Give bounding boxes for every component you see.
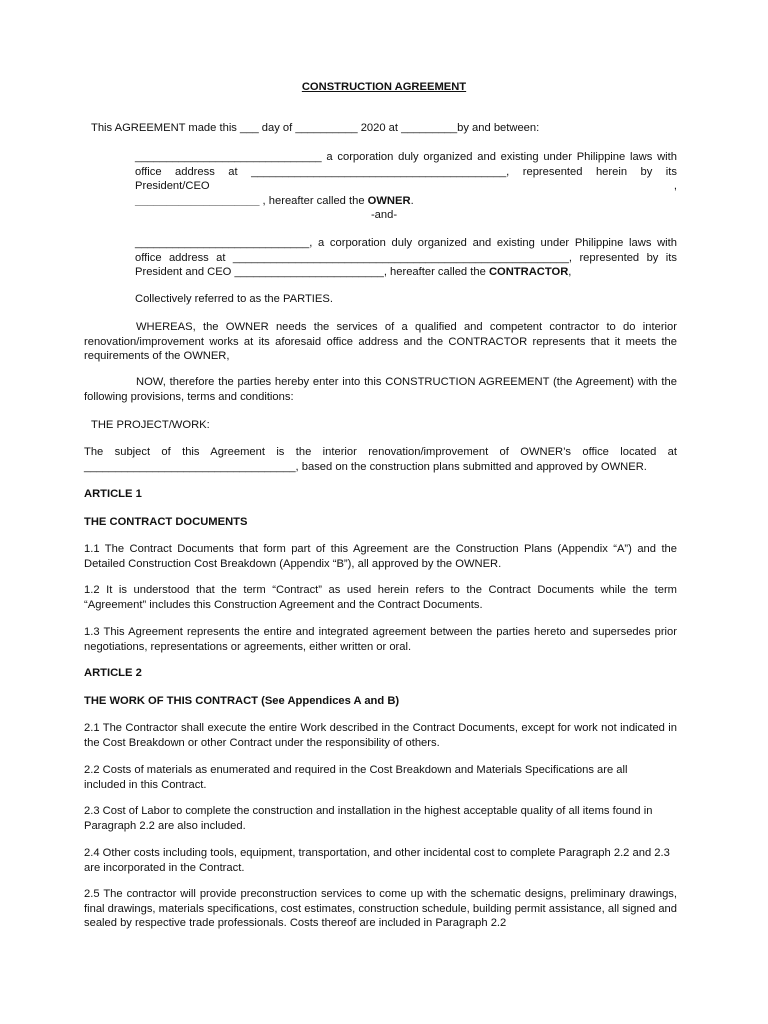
whereas-text: WHEREAS, the OWNER needs the services of a qualified and competent contractor to do interior renovation/improvement works at its aforesaid office address and the CONTRACTOR represents that it meets the requirements of the OWNER, <box>84 321 677 363</box>
project-heading: THE PROJECT/WORK: <box>91 419 210 431</box>
clause-2-4-line-2: are incorporated in the Contract. <box>84 861 245 874</box>
contractor-line-2: office address at ______________________________________________________, represented by its <box>135 251 677 264</box>
contractor-line-3-start: President and CEO ________________________, hereafter called the <box>135 266 489 279</box>
project-paragraph: The subject of this Agreement is the interior renovation/improvement of OWNER’s office located at __________________________________, based on the construction plans submitted and approved by OWNER. <box>84 446 677 473</box>
article-2-label: ARTICLE 2 <box>84 667 142 679</box>
owner-line-2: office address at _________________________________________, represented herein by its President/CEO , <box>135 165 677 193</box>
contractor-line-3-end: , <box>568 266 572 279</box>
owner-party-paragraph <box>135 150 677 208</box>
contractor-role: CONTRACTOR <box>488 266 569 279</box>
clause-2-2-line-1: 2.2 Costs of materials as enumerated and required in the Cost Breakdown and Materials Specifications are all <box>84 764 628 776</box>
clause-2-5: 2.5 The contractor will provide preconstruction services to come up with the schematic designs, preliminary drawings, final drawings, materials specifications, cost estimates, construction schedule, building permit assistance, all signed and sealed by respective trade professionals. Costs thereof are included in Paragraph 2.2 <box>84 888 677 930</box>
clause-2-3-line-1: 2.3 Cost of Labor to complete the construction and installation in the highest acceptable quality of all items found in <box>84 805 653 817</box>
intro-paragraph: This AGREEMENT made this ___ day of __________ 2020 at _________by and between: <box>91 122 540 134</box>
owner-line-3-end: . <box>410 194 414 207</box>
article-1-heading: THE CONTRACT DOCUMENTS <box>84 516 248 528</box>
owner-ceo-blank: ____________________ <box>135 194 260 207</box>
clause-2-3-line-2: Paragraph 2.2 are also included. <box>84 819 246 832</box>
contractor-line-1: ____________________________, a corporation duly organized and existing under Philippine laws with <box>135 237 677 249</box>
clause-2-2-line-2: included in this Contract. <box>84 778 207 791</box>
clause-2-4 <box>84 846 677 875</box>
clause-2-1: 2.1 The Contractor shall execute the entire Work described in the Contract Documents, except for work not indicated in the Cost Breakdown or other Contract under the responsibility of others. <box>84 722 677 749</box>
clause-1-3: 1.3 This Agreement represents the entire and integrated agreement between the parties hereto and supersedes prior negotiations, representations or agreements, either written or oral. <box>84 626 677 653</box>
clause-1-2: 1.2 It is understood that the term “Contract” as used herein refers to the Contract Documents while the term “Agreement” includes this Construction Agreement and the Contract Documents. <box>84 584 677 611</box>
clause-2-3 <box>84 804 677 833</box>
article-1-label: ARTICLE 1 <box>84 488 142 500</box>
owner-role: OWNER <box>367 194 411 207</box>
owner-line-1: ______________________________ a corporation duly organized and existing under Philippine laws with <box>135 151 677 163</box>
clause-1-1: 1.1 The Contract Documents that form part of this Agreement are the Construction Plans (Appendix “A”) and the Detailed Construction Cost Breakdown (Appendix “B”), all approved by the OWNER. <box>84 543 677 570</box>
document-title: CONSTRUCTION AGREEMENT <box>301 81 467 93</box>
clause-2-2 <box>84 763 677 792</box>
owner-line-3-mid: , hereafter called the <box>259 194 368 207</box>
clause-2-4-line-1: 2.4 Other costs including tools, equipment, transportation, and other incidental cost to complete Paragraph 2.2 and 2.3 <box>84 847 670 859</box>
and-separator: -and- <box>370 209 398 221</box>
owner-line-3 <box>135 194 677 209</box>
now-paragraph <box>84 375 677 404</box>
contractor-party-paragraph <box>135 236 677 280</box>
now-text: NOW, therefore the parties hereby enter into this CONSTRUCTION AGREEMENT (the Agreement) with the following provisions, terms and conditions: <box>84 376 677 403</box>
collectively-paragraph: Collectively referred to as the PARTIES. <box>135 293 333 305</box>
whereas-paragraph <box>84 320 677 364</box>
contractor-line-3 <box>135 265 677 280</box>
article-2-heading: THE WORK OF THIS CONTRACT (See Appendices A and B) <box>84 695 400 707</box>
